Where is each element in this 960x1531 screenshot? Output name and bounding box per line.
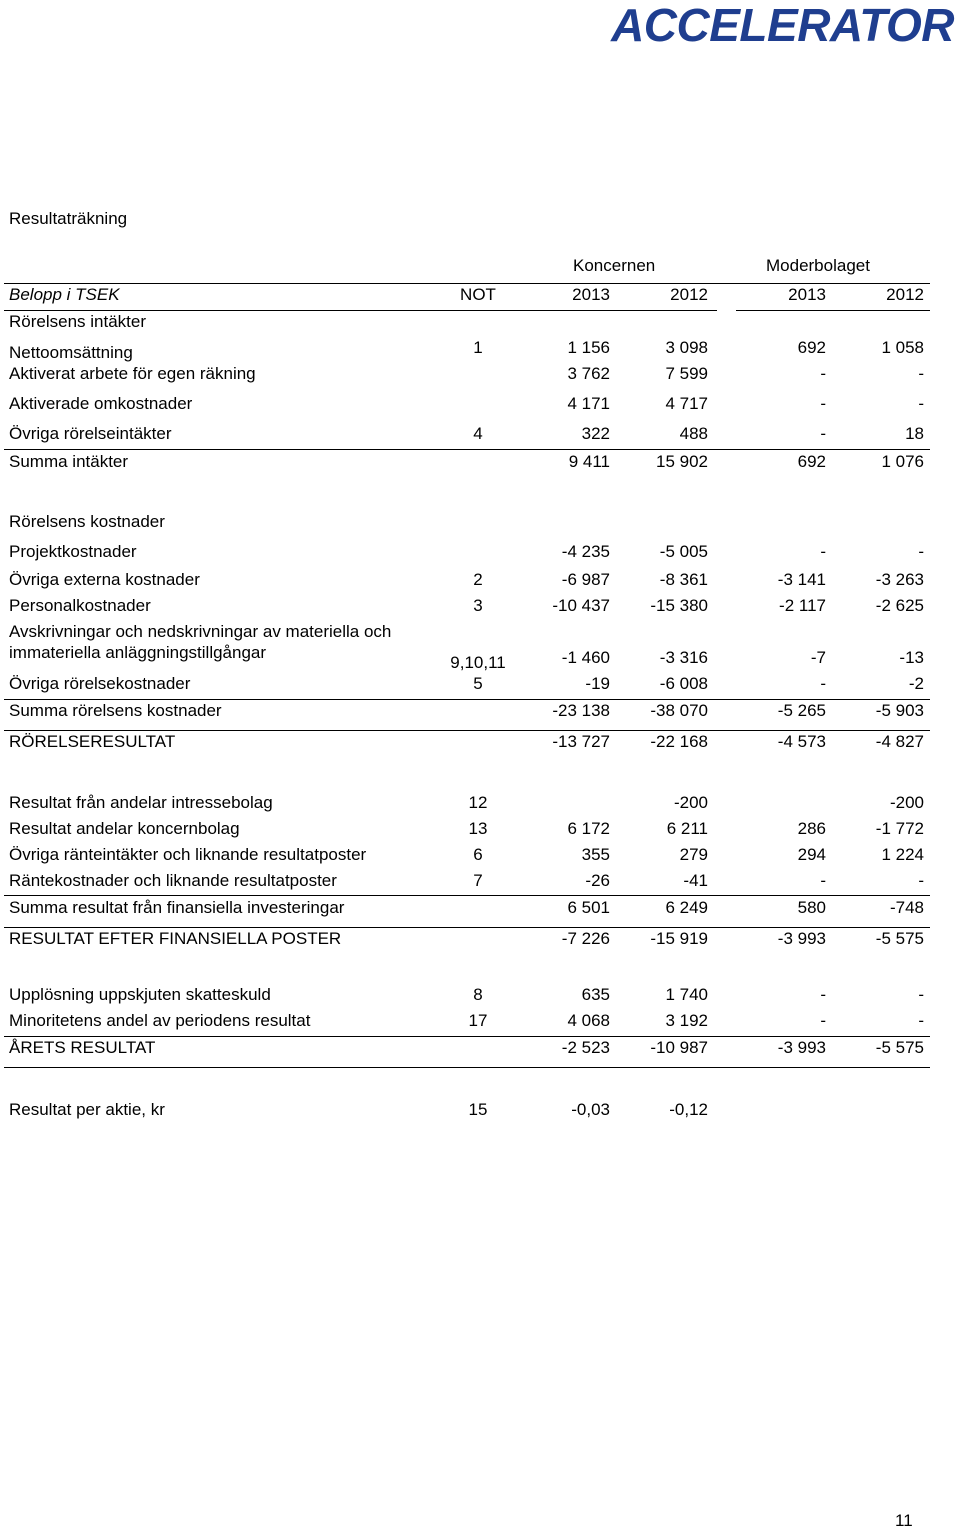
- moderbolaget-2013-value: -: [820, 1011, 826, 1030]
- moderbolaget-2012-value: -4 827: [875, 732, 924, 751]
- moderbolaget-2013-value: -: [820, 394, 826, 413]
- koncernen-2013-value: 9 411: [568, 452, 610, 471]
- table-row: [0, 622, 960, 642]
- table-row: [0, 898, 960, 918]
- moderbolaget-2013-value: -3 993: [777, 1038, 826, 1057]
- table-row: [0, 845, 960, 865]
- table-row: [0, 1011, 960, 1031]
- koncernen-2012-value: -5 005: [659, 542, 708, 561]
- moderbolaget-2013-value: -4 573: [777, 732, 826, 751]
- koncernen-2012-value: -38 070: [650, 701, 708, 720]
- moderbolaget-2012-value: -13: [899, 648, 924, 667]
- koncernen-2012-value: -8 361: [659, 570, 708, 589]
- koncernen-2012-value: 3 192: [665, 1011, 708, 1030]
- row-label: Rörelsens kostnader: [9, 512, 165, 531]
- koncernen-2012-value: -200: [673, 793, 708, 812]
- row-label: Aktiverat arbete för egen räkning: [9, 364, 256, 383]
- moderbolaget-2012-value: -: [918, 394, 924, 413]
- row-label: Övriga rörelsekostnader: [9, 674, 191, 693]
- moderbolaget-2012-value: -: [918, 364, 924, 383]
- moderbolaget-2013-value: -: [820, 424, 826, 443]
- table-row: [0, 364, 960, 384]
- moderbolaget-2012-value: 1 058: [881, 338, 924, 357]
- rule-arets-resultat-top: [4, 1036, 930, 1037]
- table-row: [0, 424, 960, 444]
- moderbolaget-2012-value: 1 224: [881, 845, 924, 864]
- table-row: [0, 701, 960, 721]
- table-row: [0, 338, 960, 362]
- row-label: Rörelsens intäkter: [9, 312, 147, 331]
- row-note: 6: [473, 845, 483, 864]
- koncernen-2013-value: -26: [585, 871, 610, 890]
- rule-summa-kostnader: [4, 699, 930, 700]
- koncernen-2013-value: 4 068: [567, 1011, 610, 1030]
- row-label: ÅRETS RESULTAT: [9, 1038, 156, 1057]
- row-label: Övriga ränteintäkter och liknande resultatposter: [9, 845, 367, 864]
- row-note: 3: [473, 596, 483, 615]
- table-row: [0, 1100, 960, 1120]
- row-label: Summa rörelsens kostnader: [9, 701, 222, 720]
- moderbolaget-2012-header: 2012: [886, 285, 924, 304]
- table-row: [0, 1038, 960, 1058]
- moderbolaget-2012-value: -1 772: [875, 819, 924, 838]
- koncernen-2013-value: -10 437: [552, 596, 610, 615]
- moderbolaget-2012-value: -5 575: [875, 929, 924, 948]
- moderbolaget-2013-value: 294: [797, 845, 826, 864]
- page-number: 11: [895, 1511, 913, 1530]
- row-note: 5: [473, 674, 483, 693]
- koncernen-2012-value: -10 987: [650, 1038, 708, 1057]
- row-label: Övriga externa kostnader: [9, 570, 200, 589]
- koncernen-2013-value: -19: [585, 674, 610, 693]
- koncernen-2012-value: -6 008: [659, 674, 708, 693]
- moderbolaget-2013-value: 580: [797, 898, 826, 917]
- moderbolaget-2013-value: 692: [797, 452, 826, 471]
- koncernen-2013-value: -2 523: [561, 1038, 610, 1057]
- koncernen-2013-value: 322: [581, 424, 610, 443]
- koncernen-2013-value: -4 235: [561, 542, 610, 561]
- rule-arets-resultat-bottom: [4, 1067, 930, 1068]
- table-row: [0, 452, 960, 472]
- row-note: 8: [473, 985, 483, 1004]
- table-row: [0, 871, 960, 891]
- table-row: [0, 512, 960, 532]
- koncernen-2013-value: 4 171: [567, 394, 610, 413]
- moderbolaget-2013-header: 2013: [788, 285, 826, 304]
- koncernen-2013-value: -7 226: [561, 929, 610, 948]
- row-label: Upplösning uppskjuten skatteskuld: [9, 985, 271, 1004]
- moderbolaget-2013-value: 692: [797, 338, 826, 357]
- moderbolaget-2013-value: -: [820, 871, 826, 890]
- koncernen-2013-value: -6 987: [561, 570, 610, 589]
- table-row: [0, 648, 960, 672]
- koncernen-2012-value: -0,12: [669, 1100, 708, 1119]
- row-label: Projektkostnader: [9, 542, 137, 561]
- table-row: [0, 312, 960, 332]
- row-note: 4: [473, 424, 483, 443]
- rule-summa-intakter: [4, 449, 930, 450]
- moderbolaget-2013-value: -2 117: [779, 596, 826, 615]
- row-label: Räntekostnader och liknande resultatposter: [9, 871, 337, 890]
- rule-header: [4, 310, 717, 311]
- moderbolaget-2013-value: -: [820, 674, 826, 693]
- moderbolaget-2012-value: -: [918, 542, 924, 561]
- koncernen-2013-value: -23 138: [552, 701, 610, 720]
- koncernen-2013-value: -13 727: [552, 732, 610, 751]
- row-note: 9,10,11: [450, 653, 506, 672]
- row-label: Aktiverade omkostnader: [9, 394, 193, 413]
- row-label: Nettoomsättning: [9, 343, 133, 362]
- koncernen-2012-value: 4 717: [665, 394, 708, 413]
- page-title: Resultaträkning: [9, 209, 128, 228]
- row-label: Resultat per aktie, kr: [9, 1100, 165, 1119]
- moderbolaget-2012-value: 1 076: [881, 452, 924, 471]
- table-row: [0, 542, 960, 562]
- rule-rorelseresultat: [4, 730, 930, 731]
- table-row: [0, 570, 960, 590]
- group-header-moderbolaget: Moderbolaget: [766, 256, 870, 275]
- moderbolaget-2013-value: -: [820, 542, 826, 561]
- rule-resultat-efter-fin: [4, 927, 930, 928]
- rule-summa-finansiella: [4, 895, 930, 896]
- row-label: immateriella anläggningstillgångar: [9, 643, 267, 662]
- moderbolaget-2013-value: -3 993: [777, 929, 826, 948]
- moderbolaget-2013-value: -7: [810, 648, 826, 667]
- moderbolaget-2013-value: -3 141: [777, 570, 826, 589]
- row-label: Summa resultat från finansiella investeringar: [9, 898, 345, 917]
- row-note: 17: [468, 1011, 488, 1030]
- koncernen-2012-value: 7 599: [665, 364, 708, 383]
- koncernen-2013-value: 635: [581, 985, 610, 1004]
- moderbolaget-2012-value: -: [918, 871, 924, 890]
- moderbolaget-2012-value: -: [918, 1011, 924, 1030]
- table-row: [0, 674, 960, 694]
- accelerator-logo: ACCELERATOR: [611, 0, 954, 51]
- note-column-header: NOT: [460, 285, 496, 304]
- moderbolaget-2012-value: 18: [905, 424, 924, 443]
- koncernen-2013-value: 1 156: [567, 338, 610, 357]
- moderbolaget-2012-value: -2 625: [875, 596, 924, 615]
- koncernen-2012-value: 15 902: [656, 452, 708, 471]
- row-note: 12: [468, 793, 488, 812]
- koncernen-2012-value: -22 168: [650, 732, 708, 751]
- moderbolaget-2012-value: -3 263: [875, 570, 924, 589]
- row-label: Summa intäkter: [9, 452, 129, 471]
- koncernen-2012-value: 3 098: [665, 338, 708, 357]
- row-label: Minoritetens andel av periodens resultat: [9, 1011, 311, 1030]
- group-header-koncernen: Koncernen: [573, 256, 656, 275]
- koncernen-2013-value: -1 460: [561, 648, 610, 667]
- row-note: 13: [468, 819, 488, 838]
- table-row: [0, 596, 960, 616]
- koncernen-2012-value: 6 249: [665, 898, 708, 917]
- koncernen-2012-value: -3 316: [659, 648, 708, 667]
- table-row: [0, 732, 960, 752]
- table-header-row: [0, 285, 960, 305]
- koncernen-2013-value: 6 501: [567, 898, 610, 917]
- row-label: Personalkostnader: [9, 596, 151, 615]
- koncernen-2012-value: 1 740: [665, 985, 708, 1004]
- row-note: 15: [468, 1100, 488, 1119]
- koncernen-2012-header: 2012: [670, 285, 708, 304]
- row-note: 2: [473, 570, 483, 589]
- rule-header-moder: [736, 310, 930, 311]
- koncernen-2012-value: 488: [679, 424, 708, 443]
- koncernen-2013-value: 3 762: [567, 364, 610, 383]
- moderbolaget-2013-value: -5 265: [777, 701, 826, 720]
- koncernen-2013-header: 2013: [572, 285, 610, 304]
- table-row: [0, 394, 960, 414]
- amount-unit-label: Belopp i TSEK: [9, 285, 120, 304]
- moderbolaget-2012-value: -200: [889, 793, 924, 812]
- moderbolaget-2013-value: 286: [797, 819, 826, 838]
- moderbolaget-2012-value: -2: [908, 674, 924, 693]
- row-note: 1: [473, 338, 483, 357]
- koncernen-2012-value: -41: [683, 871, 708, 890]
- moderbolaget-2013-value: -: [820, 985, 826, 1004]
- row-label: RÖRELSERESULTAT: [9, 732, 176, 751]
- moderbolaget-2012-value: -: [918, 985, 924, 1004]
- moderbolaget-2012-value: -5 903: [875, 701, 924, 720]
- koncernen-2013-value: 6 172: [567, 819, 610, 838]
- row-label: Övriga rörelseintäkter: [9, 424, 172, 443]
- row-label: RESULTAT EFTER FINANSIELLA POSTER: [9, 929, 342, 948]
- koncernen-2012-value: -15 380: [650, 596, 708, 615]
- row-label: Avskrivningar och nedskrivningar av materiella och: [9, 622, 392, 641]
- row-label: Resultat från andelar intressebolag: [9, 793, 273, 812]
- table-row: [0, 929, 960, 949]
- moderbolaget-2012-value: -5 575: [875, 1038, 924, 1057]
- row-label: Resultat andelar koncernbolag: [9, 819, 240, 838]
- koncernen-2013-value: 355: [581, 845, 610, 864]
- moderbolaget-2012-value: -748: [889, 898, 924, 917]
- moderbolaget-2013-value: -: [820, 364, 826, 383]
- table-row: [0, 985, 960, 1005]
- table-row: [0, 819, 960, 839]
- table-row: [0, 793, 960, 813]
- row-note: 7: [473, 871, 483, 890]
- koncernen-2012-value: 6 211: [666, 819, 708, 838]
- koncernen-2012-value: -15 919: [650, 929, 708, 948]
- rule-top: [4, 283, 930, 284]
- koncernen-2013-value: -0,03: [571, 1100, 610, 1119]
- koncernen-2012-value: 279: [679, 845, 708, 864]
